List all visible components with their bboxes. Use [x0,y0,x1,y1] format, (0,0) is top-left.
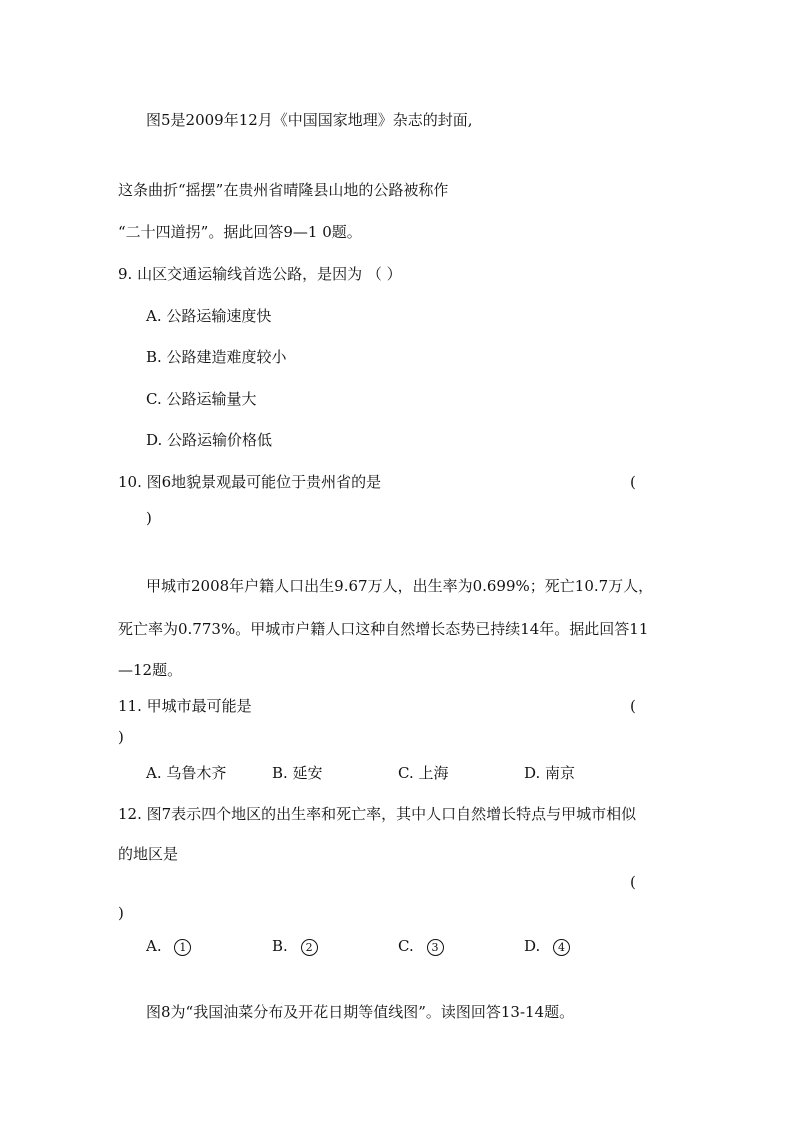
question-9-option-d: D. 公路运输价格低 [146,431,273,449]
question-12-option-c [398,936,444,956]
question-11-option-c: C. 上海 [398,764,449,782]
question-9-stem: 9. 山区交通运输线首选公路，是因为 （ ） [118,265,402,283]
circled-number-icon: 2 [301,939,318,956]
question-10-paren-close: ) [146,509,152,527]
question-11-paren-close: ) [118,728,124,746]
circled-number-icon: 3 [427,939,444,956]
question-11-option-a: A. 乌鲁木齐 [146,764,227,782]
option-letter: B. [272,937,288,955]
question-9-option-b: B. 公路建造难度较小 [146,348,287,366]
circled-number-icon: 1 [174,939,191,956]
question-10-paren-open: ( [630,473,636,491]
option-letter: D. [524,937,541,955]
question-12-option-d [524,936,570,956]
question-12-stem-line-2: 的地区是 [118,845,179,863]
question-12-paren-close: ) [118,904,124,922]
circled-number-icon: 4 [553,939,570,956]
question-11-option-d: D. 南京 [524,764,576,782]
outro-line-1: 图8为“我国油菜分布及开花日期等值线图”。读图回答13-14题。 [146,1003,575,1021]
question-10-stem: 10. 图6地貌景观最可能位于贵州省的是 [118,473,382,491]
passage-2-line-3: —12题。 [118,661,183,679]
option-letter: A. [146,937,162,955]
intro-line-3: “二十四道拐”。据此回答9—1 0题。 [118,223,362,241]
question-11-stem: 11. 甲城市最可能是 [118,697,252,715]
intro-line-2: 这条曲折“摇摆”在贵州省晴隆县山地的公路被称作 [118,181,449,199]
option-letter: C. [398,937,414,955]
question-9-option-c: C. 公路运输量大 [146,390,257,408]
passage-2-line-1: 甲城市2008年户籍人口出生9.67万人，出生率为0.699%；死亡10.7万人， [146,577,654,595]
question-12-option-a [146,936,191,956]
question-9-option-a: A. 公路运输速度快 [146,307,272,325]
question-12-option-b [272,936,318,956]
question-12-paren-open: ( [630,873,636,891]
question-11-paren-open: ( [630,697,636,715]
passage-2-line-2: 死亡率为0.773%。甲城市户籍人口这种自然增长态势已持续14年。据此回答11 [118,620,649,638]
question-11-option-b: B. 延安 [272,764,323,782]
question-12-stem-line-1: 12. 图7表示四个地区的出生率和死亡率，其中人口自然增长特点与甲城市相似 [118,805,637,823]
intro-line-1: 图5是2009年12月《中国国家地理》杂志的封面, [146,111,473,129]
